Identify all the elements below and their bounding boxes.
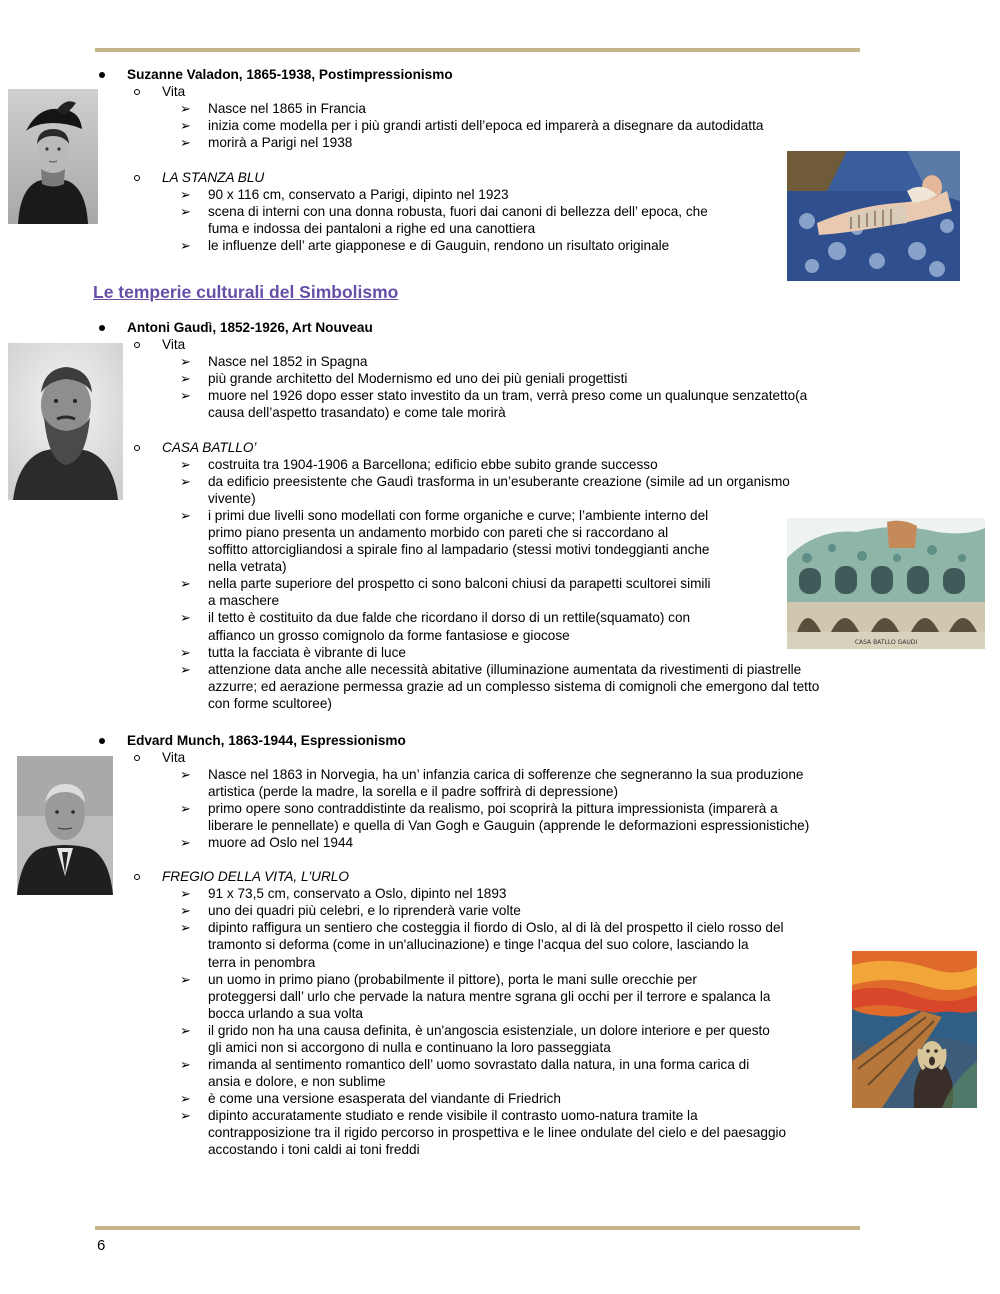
portrait-valadon	[8, 89, 98, 224]
vita-label: Vita	[162, 750, 186, 765]
portrait-munch	[17, 756, 113, 895]
text-line: fuma e indossa dei pantaloni a righe ed una canottiera	[208, 221, 536, 236]
arrow-bullet: ➢	[180, 388, 191, 403]
arrow-bullet: ➢	[180, 354, 191, 369]
top-rule	[95, 48, 860, 52]
text-line: nella vetrata)	[208, 559, 287, 574]
text-line: tutta la facciata è vibrante di luce	[208, 645, 406, 660]
arrow-bullet: ➢	[180, 1023, 191, 1038]
text-line: artistica (perde la madre, la sorella e il padre soffrirà di depressione)	[208, 784, 619, 799]
text-line: scena di interni con una donna robusta, fuori dai canoni di bellezza dell’ epoca, che	[208, 204, 708, 219]
sub-bullet	[134, 175, 140, 181]
arrow-bullet: ➢	[180, 1108, 191, 1123]
text-line: inizia come modella per i più grandi artisti dell’epoca ed imparerà a disegnare da autodidatta	[208, 118, 764, 133]
text-line: un uomo in primo piano (probabilmente il pittore), porta le mani sulle orecchie per	[208, 972, 697, 987]
text-line: bocca urlando a sua volta	[208, 1006, 363, 1021]
work-title: LA STANZA BLU	[162, 170, 265, 185]
text-line: con forme scultoree)	[208, 696, 332, 711]
text-line: rimanda al sentimento romantico dell’ uomo sovrastato dalla natura, in una forma carica di	[208, 1057, 750, 1072]
text-line: Nasce nel 1852 in Spagna	[208, 354, 368, 369]
photo-casa-batllo	[787, 518, 985, 649]
arrow-bullet: ➢	[180, 1057, 191, 1072]
section-title: Le temperie culturali del Simbolismo	[93, 282, 399, 302]
text-line: Nasce nel 1863 in Norvegia, ha un’ infanzia carica di sofferenze che segneranno la sua produzione	[208, 767, 804, 782]
arrow-bullet: ➢	[180, 801, 191, 816]
arrow-bullet: ➢	[180, 576, 191, 591]
text-line: dipinto accuratamente studiato e rende visibile il contrasto uomo-natura tramite la	[208, 1108, 698, 1123]
vita-label: Vita	[162, 84, 186, 99]
arrow-bullet: ➢	[180, 835, 191, 850]
arrow-bullet: ➢	[180, 645, 191, 660]
text-line: 91 x 73,5 cm, conservato a Oslo, dipinto nel 1893	[208, 886, 507, 901]
text-line: tramonto si deforma (come in un'allucinazione) e tinge l’acqua del suo colore, lasciando la	[208, 937, 749, 952]
artist-heading-valadon: Suzanne Valadon, 1865-1938, Postimpressionismo	[127, 67, 453, 82]
text-line: più grande architetto del Modernismo ed uno dei più geniali progettisti	[208, 371, 628, 386]
work-title: FREGIO DELLA VITA, L'URLO	[162, 869, 349, 884]
text-line: terra in penombra	[208, 955, 316, 970]
arrow-bullet: ➢	[180, 204, 191, 219]
text-line: gli amici non si accorgono di nulla e continuano la loro passeggiata	[208, 1040, 611, 1055]
text-line: soffitto attorcigliandosi a spirale fino al lampadario (stessi motivi tondeggianti anche	[208, 542, 710, 557]
arrow-bullet: ➢	[180, 610, 191, 625]
text-line: Nasce nel 1865 in Francia	[208, 101, 366, 116]
arrow-bullet: ➢	[180, 457, 191, 472]
text-line: muore nel 1926 dopo esser stato investito da un tram, verrà preso come un qualunque senzatetto(a	[208, 388, 808, 403]
text-line: il grido non ha una causa definita, è un'angoscia esistenziale, un dolore interiore e per questo	[208, 1023, 770, 1038]
sub-bullet	[134, 89, 140, 95]
text-line: le influenze dell’ arte giapponese e di Gauguin, rendono un risultato originale	[208, 238, 670, 253]
artist-heading-gaudi: Antoni Gaudì, 1852-1926, Art Nouveau	[127, 320, 373, 335]
text-line: il tetto è costituito da due falde che ricordano il dorso di un rettile(squamato) con	[208, 610, 691, 625]
text-line: attenzione data anche alle necessità abitative (illuminazione aumentata da rivestimenti di piastrelle	[208, 662, 802, 677]
text-line: primo opere sono contraddistinte da realismo, poi scoprirà la pittura impressionista (imparerà a	[208, 801, 778, 816]
arrow-bullet: ➢	[180, 238, 191, 253]
text-line: contrapposizione tra il rigido percorso in prospettiva e le linee ondulate del cielo e del paesaggio	[208, 1125, 787, 1140]
arrow-bullet: ➢	[180, 886, 191, 901]
arrow-bullet: ➢	[180, 101, 191, 116]
page-number: 6	[97, 1237, 106, 1254]
arrow-bullet: ➢	[180, 371, 191, 386]
portrait-gaudi	[8, 343, 123, 500]
arrow-bullet: ➢	[180, 920, 191, 935]
text-line: proteggersi dall’ urlo che pervade la natura mentre sgrana gli occhi per il terrore e spalanca la	[208, 989, 771, 1004]
work-title: CASA BATLLO’	[162, 440, 257, 455]
arrow-bullet: ➢	[180, 662, 191, 677]
arrow-bullet: ➢	[180, 508, 191, 523]
text-line: muore ad Oslo nel 1944	[208, 835, 354, 850]
text-line: costruita tra 1904-1906 a Barcellona; edificio ebbe subito grande successo	[208, 457, 658, 472]
text-line: a maschere	[208, 593, 280, 608]
painting-la-stanza-blu	[787, 151, 960, 281]
text-line: i primi due livelli sono modellati con forme organiche e curve; l’ambiente interno del	[208, 508, 709, 523]
facade-caption: CASA BATLLO GAUDI	[854, 639, 918, 646]
text-line: accostando i toni caldi ai toni freddi	[208, 1142, 420, 1157]
text-line: da edificio preesistente che Gaudì trasforma in un’esuberante creazione (simile ad un organismo	[208, 474, 790, 489]
arrow-bullet: ➢	[180, 135, 191, 150]
text-line: uno dei quadri più celebri, e lo riprenderà varie volte	[208, 903, 521, 918]
text-line: liberare le pennellate) e quella di Van Gogh e Gauguin (apprende le deformazioni espressionistiche)	[208, 818, 810, 833]
bullet	[99, 325, 105, 331]
text-line: dipinto raffigura un sentiero che costeggia il fiordo di Oslo, al di là del prospetto il cielo rosso del	[208, 920, 784, 935]
text-line: affianco un grosso comignolo da forme fantasiose e giocose	[208, 628, 570, 643]
text-line: causa dell’aspetto trasandato) e come tale morirà	[208, 405, 506, 420]
text-line: vivente)	[208, 491, 256, 506]
bullet	[99, 738, 105, 744]
bottom-rule	[95, 1226, 860, 1230]
text-line: è come una versione esasperata del viandante di Friedrich	[208, 1091, 561, 1106]
arrow-bullet: ➢	[180, 903, 191, 918]
text-line: 90 x 116 cm, conservato a Parigi, dipinto nel 1923	[208, 187, 509, 202]
arrow-bullet: ➢	[180, 972, 191, 987]
text-line: azzurre; ed aerazione permessa grazie ad un complesso sistema di comignoli che emergono dal tetto	[208, 679, 820, 694]
arrow-bullet: ➢	[180, 118, 191, 133]
arrow-bullet: ➢	[180, 1091, 191, 1106]
sub-bullet	[134, 874, 140, 880]
text-line: primo piano presenta un andamento morbido con pareti che si raccordano al	[208, 525, 669, 540]
bullet	[99, 72, 105, 78]
text-line: morirà a Parigi nel 1938	[208, 135, 353, 150]
text-line: ansia e dolore, e non sublime	[208, 1074, 386, 1089]
sub-bullet	[134, 755, 140, 761]
arrow-bullet: ➢	[180, 474, 191, 489]
sub-bullet	[134, 342, 140, 348]
text-line: nella parte superiore del prospetto ci sono balconi chiusi da parapetti scultorei simili	[208, 576, 711, 591]
arrow-bullet: ➢	[180, 767, 191, 782]
arrow-bullet: ➢	[180, 187, 191, 202]
artist-heading-munch: Edvard Munch, 1863-1944, Espressionismo	[127, 733, 406, 748]
sub-bullet	[134, 445, 140, 451]
painting-l-urlo	[852, 951, 977, 1108]
vita-label: Vita	[162, 337, 186, 352]
